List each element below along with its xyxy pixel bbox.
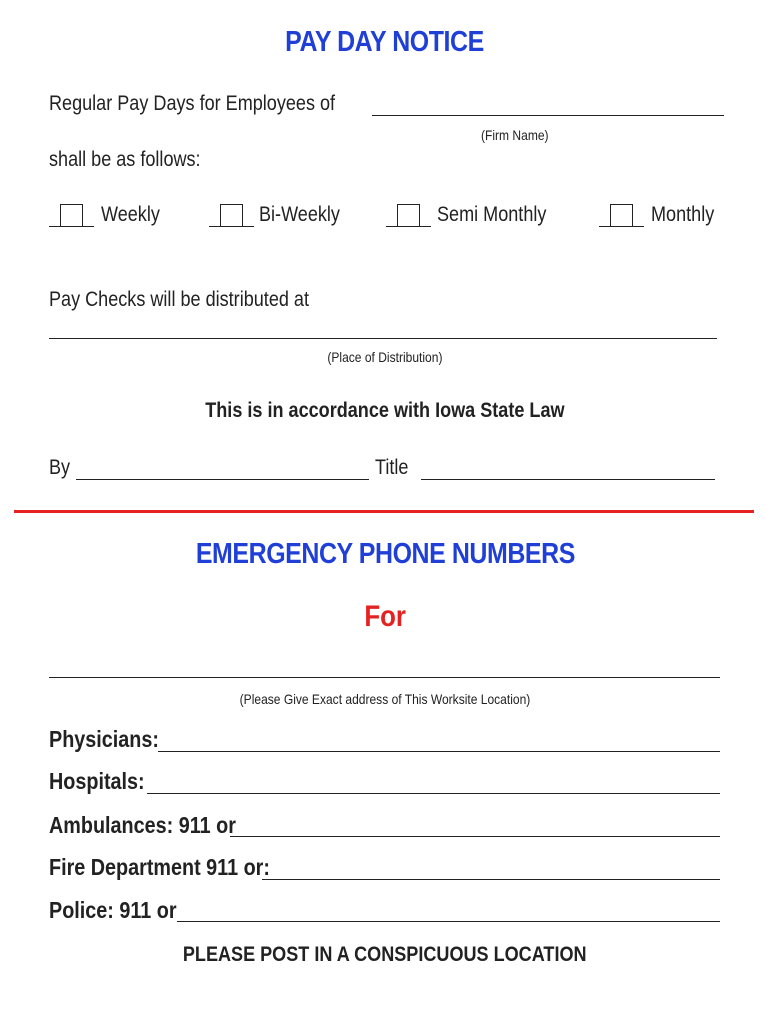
firm-name-field[interactable] — [372, 115, 724, 116]
title-field[interactable] — [421, 479, 715, 480]
by-field[interactable] — [76, 479, 369, 480]
employees-line — [49, 92, 382, 116]
by-label: By — [49, 456, 71, 479]
monthly-label: Monthly — [651, 203, 715, 226]
police-field[interactable] — [177, 921, 720, 922]
distributed-text: Pay Checks will be distributed at — [49, 288, 309, 311]
worksite-address-field[interactable] — [49, 677, 720, 678]
semimonthly-label: Semi Monthly — [437, 203, 547, 226]
for-label: For — [364, 600, 406, 633]
post-notice: PLEASE POST IN A CONSPICUOUS LOCATION — [183, 943, 587, 966]
police-label: Police: 911 or — [49, 897, 177, 923]
place-caption: (Place of Distribution) — [327, 349, 443, 365]
place-field[interactable] — [49, 338, 717, 339]
fire-department-field[interactable] — [262, 879, 720, 880]
title-label: Title — [375, 456, 409, 479]
semimonthly-checkbox[interactable] — [397, 204, 420, 227]
section-divider — [14, 510, 754, 513]
physicians-field[interactable] — [158, 751, 720, 752]
biweekly-checkbox[interactable] — [220, 204, 243, 227]
follows-text: shall be as follows: — [49, 148, 201, 171]
firm-name-caption: (Firm Name) — [481, 127, 549, 143]
employees-label: Regular Pay Days for Employees of — [49, 92, 336, 115]
biweekly-label: Bi-Weekly — [259, 203, 340, 226]
worksite-address-caption: (Please Give Exact address of This Worksite Location) — [239, 691, 531, 707]
weekly-label: Weekly — [101, 203, 160, 226]
hospitals-field[interactable] — [147, 793, 720, 794]
ambulances-field[interactable] — [230, 836, 720, 837]
emergency-title: EMERGENCY PHONE NUMBERS — [195, 538, 575, 570]
law-text: This is in accordance with Iowa State Law — [205, 399, 565, 422]
pay-day-title: PAY DAY NOTICE — [285, 26, 485, 58]
weekly-checkbox[interactable] — [60, 204, 83, 227]
fire-department-label: Fire Department 911 or: — [49, 854, 270, 880]
hospitals-label: Hospitals: — [49, 768, 145, 794]
physicians-label: Physicians: — [49, 726, 159, 752]
ambulances-label: Ambulances: 911 or — [49, 812, 236, 838]
monthly-checkbox[interactable] — [610, 204, 633, 227]
